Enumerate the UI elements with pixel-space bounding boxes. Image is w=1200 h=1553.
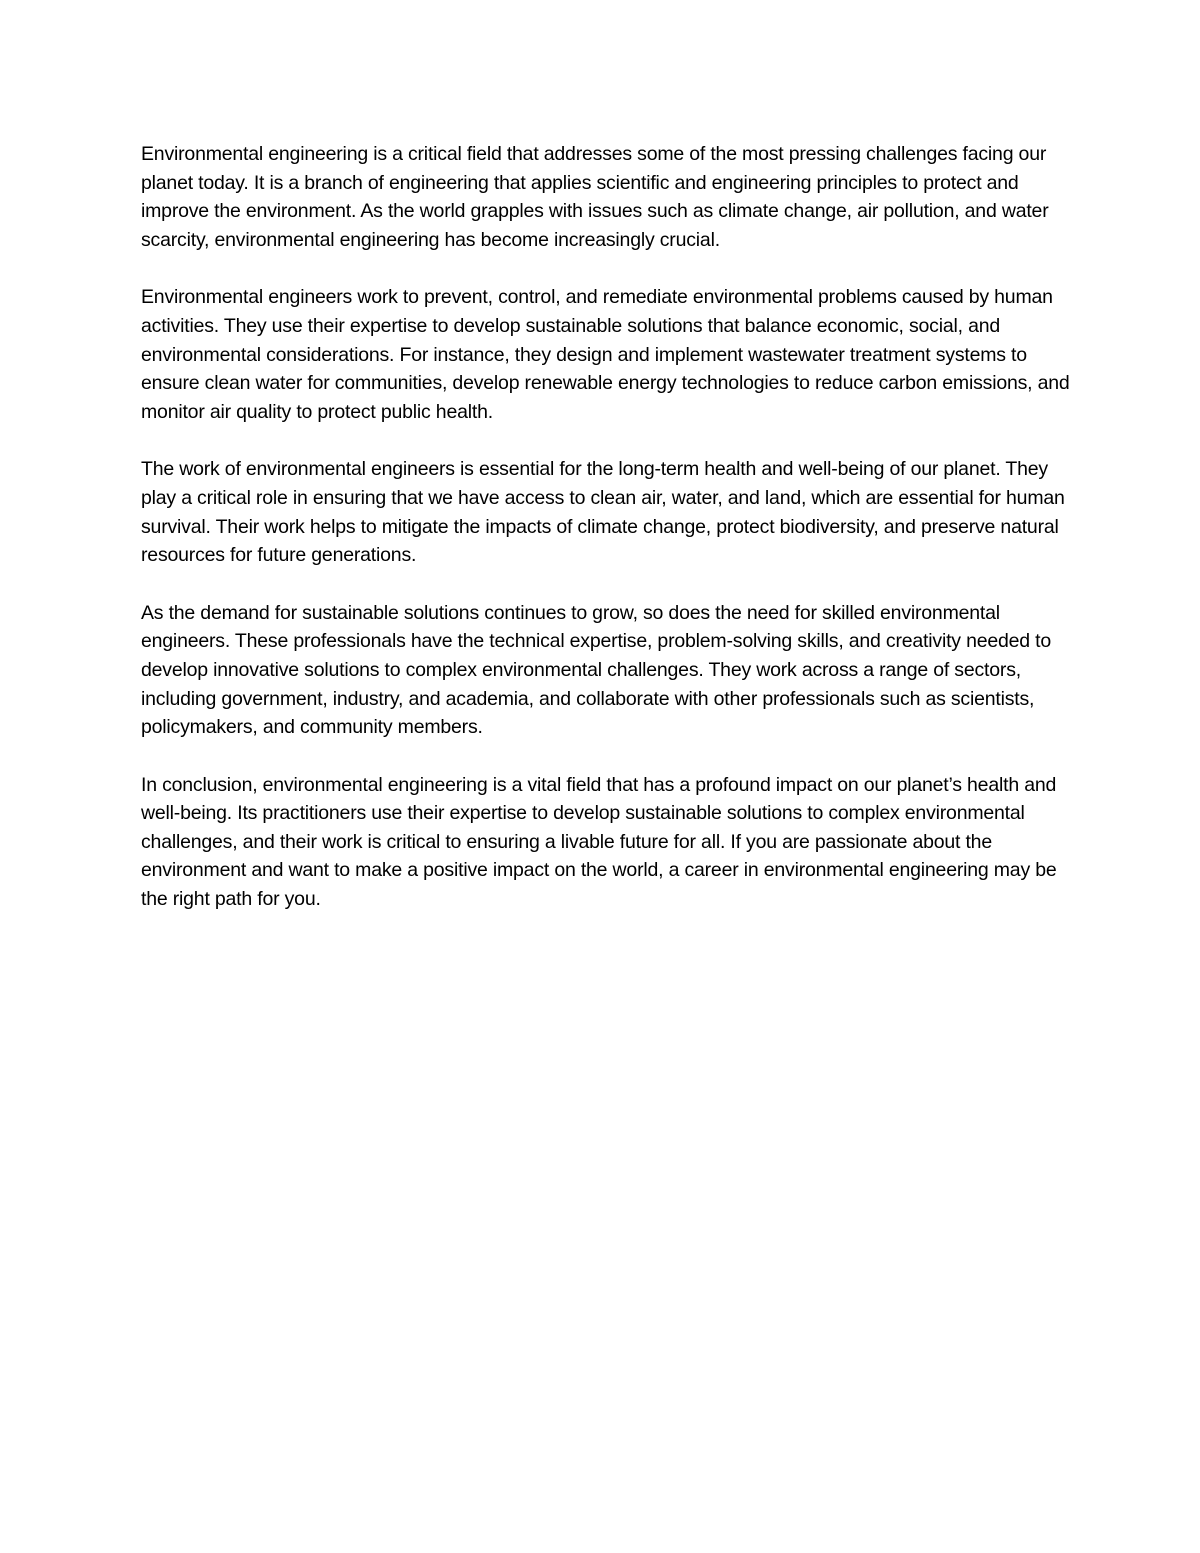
paragraph-4: As the demand for sustainable solutions continues to grow, so does the need for skilled environmental engineers. These professionals have the technical expertise, problem-solving skills, and creativity needed to develop innovative solutions to complex environmental challenges. They work across a range of sectors, including government, industry, and academia, and collaborate with other professionals such as scientists, policymakers, and community members. [141, 601, 1052, 739]
paragraph-1: Environmental engineering is a critical field that addresses some of the most pressing challenges facing our planet today. It is a branch of engineering that applies scientific and engineering principles to protect and improve the environment. As the world grapples with issues such as climate change, air pollution, and water scarcity, environmental engineering has become increasingly crucial. [141, 143, 1049, 251]
paragraph-5: In conclusion, environmental engineering is a vital field that has a profound impact on our planet’s health and well-being. Its practitioners use their expertise to develop sustainable solutions to complex environmental challenges, and their work is critical to ensuring a livable future for all. If you are passionate about the environment and want to make a positive impact on the world, a career in environmental engineering may be the right path for you. [141, 773, 1057, 911]
document-body [141, 140, 1071, 914]
paragraph-2: Environmental engineers work to prevent, control, and remediate environmental problems caused by human activities. They use their expertise to develop sustainable solutions that balance economic, social, and environmental considerations. For instance, they design and implement wastewater treatment systems to ensure clean water for communities, develop renewable energy technologies to reduce carbon emissions, and monitor air quality to protect public health. [141, 286, 1070, 423]
paragraph-3: The work of environmental engineers is essential for the long-term health and well-being of our planet. They play a critical role in ensuring that we have access to clean air, water, and land, which are essential for human survival. Their work helps to mitigate the impacts of climate change, protect biodiversity, and preserve natural resources for future generations. [141, 458, 1065, 567]
